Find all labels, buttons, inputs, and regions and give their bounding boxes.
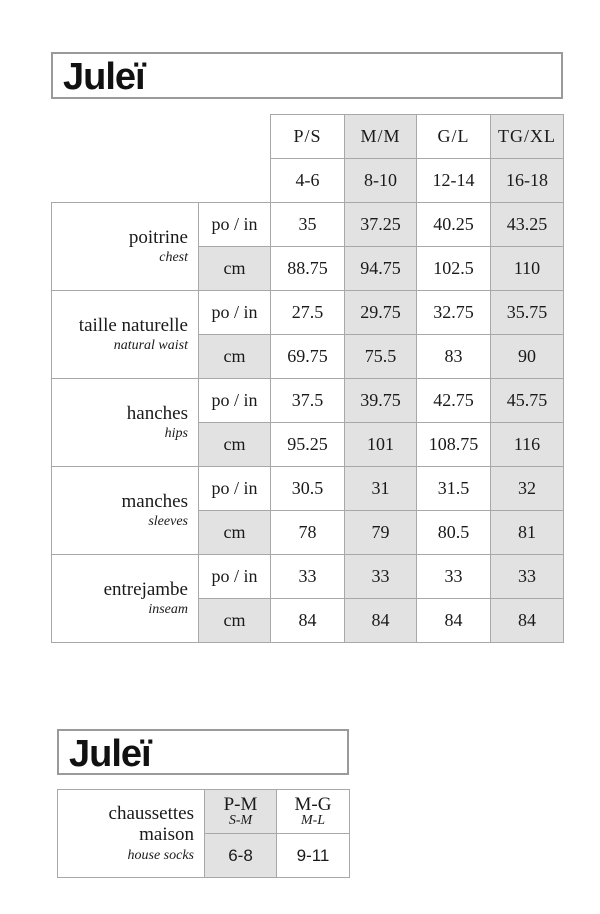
socks-size-fr: P-M [223, 793, 258, 815]
value-cell: 32.75 [417, 291, 491, 335]
unit-label: po / in [199, 291, 271, 335]
value-cell: 31.5 [417, 467, 491, 511]
value-cell: 75.5 [345, 335, 417, 379]
socks-size-range: 6-8 [205, 834, 277, 878]
measurement-label [52, 291, 199, 379]
value-cell: 45.75 [491, 379, 564, 423]
size-header: TG/XL [491, 115, 564, 159]
measure-row-in [52, 203, 564, 247]
value-cell: 84 [491, 599, 564, 643]
value-cell: 43.25 [491, 203, 564, 247]
socks-size-en: M-L [300, 813, 326, 829]
socks-size-header [205, 790, 277, 834]
value-cell: 101 [345, 423, 417, 467]
value-cell: 83 [417, 335, 491, 379]
value-cell: 84 [271, 599, 345, 643]
value-cell: 33 [417, 555, 491, 599]
value-cell: 79 [345, 511, 417, 555]
value-cell: 33 [491, 555, 564, 599]
size-range: 12-14 [417, 159, 491, 203]
value-cell: 37.5 [271, 379, 345, 423]
unit-label: po / in [199, 379, 271, 423]
measurement-label [52, 555, 199, 643]
measurement-label [52, 379, 199, 467]
value-cell: 84 [417, 599, 491, 643]
value-cell: 30.5 [271, 467, 345, 511]
socks-size-en: S-M [228, 813, 253, 829]
value-cell: 110 [491, 247, 564, 291]
measure-row-in [52, 291, 564, 335]
size-header: M/M [345, 115, 417, 159]
value-cell: 69.75 [271, 335, 345, 379]
brand-header-socks [57, 729, 349, 775]
value-cell: 39.75 [345, 379, 417, 423]
measure-row-in [52, 467, 564, 511]
measurement-name-en: sleeves [148, 514, 188, 530]
value-cell: 27.5 [271, 291, 345, 335]
unit-label: po / in [199, 555, 271, 599]
measurement-name-fr: hanches [126, 402, 188, 424]
value-cell: 90 [491, 335, 564, 379]
socks-name-en: house socks [127, 848, 194, 864]
value-cell: 78 [271, 511, 345, 555]
size-range: 8-10 [345, 159, 417, 203]
value-cell: 29.75 [345, 291, 417, 335]
size-header: G/L [417, 115, 491, 159]
value-cell: 33 [345, 555, 417, 599]
value-cell: 37.25 [345, 203, 417, 247]
value-cell: 116 [491, 423, 564, 467]
brand-header-top [51, 52, 563, 99]
size-range: 4-6 [271, 159, 345, 203]
measurement-name-en: natural waist [113, 338, 188, 354]
unit-label: cm [199, 599, 271, 643]
value-cell: 102.5 [417, 247, 491, 291]
measurement-label [52, 203, 199, 291]
socks-size-range: 9-11 [277, 834, 350, 878]
value-cell: 35.75 [491, 291, 564, 335]
value-cell: 80.5 [417, 511, 491, 555]
value-cell: 33 [271, 555, 345, 599]
unit-label: po / in [199, 203, 271, 247]
socks-size-row [58, 790, 350, 834]
value-cell: 84 [345, 599, 417, 643]
socks-label [58, 790, 205, 878]
size-header: P/S [271, 115, 345, 159]
socks-size-header [277, 790, 350, 834]
measurement-name-en: inseam [148, 602, 188, 618]
value-cell: 81 [491, 511, 564, 555]
unit-label: cm [199, 335, 271, 379]
value-cell: 40.25 [417, 203, 491, 247]
measure-row-in [52, 379, 564, 423]
measurement-name-en: chest [159, 250, 188, 266]
size-range-row [52, 159, 564, 203]
size-chart-table [51, 114, 564, 643]
value-cell: 32 [491, 467, 564, 511]
size-header-row [52, 115, 564, 159]
unit-label: po / in [199, 467, 271, 511]
unit-label: cm [199, 247, 271, 291]
value-cell: 42.75 [417, 379, 491, 423]
socks-chart-table [57, 789, 350, 878]
socks-name-line2: maison [139, 824, 194, 846]
measurement-name-fr: entrejambe [103, 578, 188, 600]
socks-name-line1: chaussettes [108, 802, 194, 824]
value-cell: 88.75 [271, 247, 345, 291]
brand-logo: Juleï [63, 56, 145, 98]
socks-size-fr: M-G [294, 793, 332, 815]
value-cell: 31 [345, 467, 417, 511]
size-range: 16-18 [491, 159, 564, 203]
value-cell: 94.75 [345, 247, 417, 291]
value-cell: 108.75 [417, 423, 491, 467]
measurement-name-fr: taille naturelle [78, 314, 188, 336]
measurement-name-en: hips [164, 426, 188, 442]
measurement-name-fr: poitrine [128, 226, 188, 248]
brand-logo: Juleï [69, 733, 151, 775]
value-cell: 95.25 [271, 423, 345, 467]
value-cell: 35 [271, 203, 345, 247]
unit-label: cm [199, 511, 271, 555]
unit-label: cm [199, 423, 271, 467]
measure-row-in [52, 555, 564, 599]
measurement-name-fr: manches [121, 490, 188, 512]
measurement-label [52, 467, 199, 555]
